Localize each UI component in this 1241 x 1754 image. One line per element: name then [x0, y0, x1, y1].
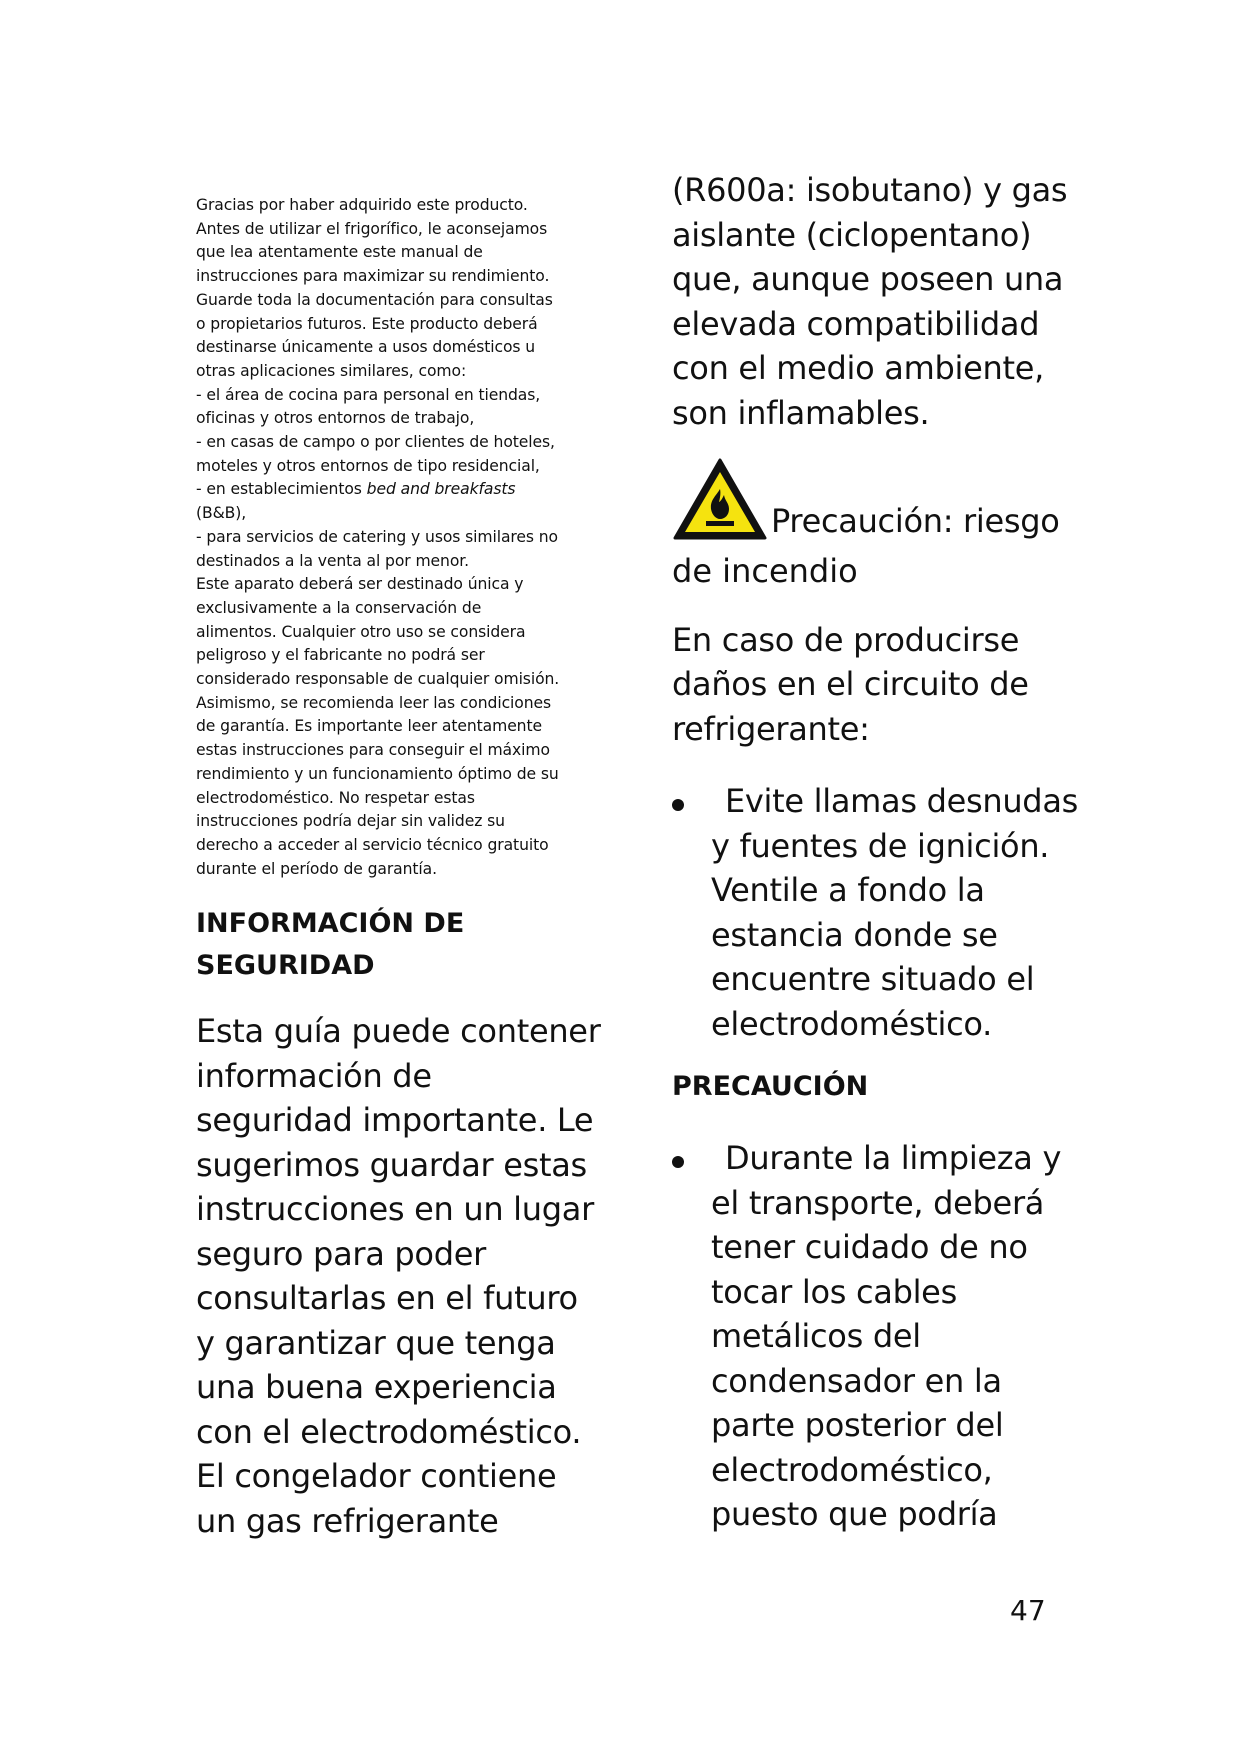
- left-column: [196, 194, 601, 1543]
- intro-line: destinados a la venta al por menor.: [196, 551, 470, 570]
- bullet-line: puesto que podría: [711, 1495, 998, 1533]
- intro-paragraph: [196, 194, 581, 881]
- bullet-line: condensador en la: [711, 1361, 1002, 1400]
- safety-line: con el electrodoméstico.: [196, 1412, 582, 1451]
- continuation-line: que, aunque poseen una: [672, 260, 1064, 298]
- intro-line: instrucciones podría dejar sin validez su: [196, 812, 505, 831]
- bullet-line: metálicos del: [711, 1317, 921, 1355]
- bullet-item: [672, 1136, 1082, 1537]
- bullet-line: Evite llamas desnudas: [725, 782, 1078, 820]
- safety-information-heading: [196, 903, 581, 987]
- bullet-line: y fuentes de ignición.: [711, 826, 1050, 865]
- bed-and-breakfast-line: [196, 478, 581, 502]
- intro-line: durante el período de garantía.: [196, 859, 437, 878]
- intro-line: peligroso y el fabricante no podrá ser: [196, 646, 485, 665]
- damage-line: refrigerante:: [672, 709, 870, 748]
- safety-paragraph: [196, 1009, 601, 1543]
- safety-line: Esta guía puede contener: [196, 1012, 601, 1051]
- refrigerant-damage-paragraph: [672, 618, 1082, 752]
- intro-line: considerado responsable de cualquier omisión.: [196, 670, 560, 689]
- bullet-dot-icon: [672, 1156, 684, 1168]
- safety-line: instrucciones en un lugar: [196, 1190, 594, 1229]
- page-number: 47: [1010, 1594, 1046, 1627]
- caution-heading: PRECAUCIÓN: [672, 1071, 869, 1102]
- continuation-line: aislante (ciclopentano): [672, 215, 1032, 254]
- intro-line: instrucciones para maximizar su rendimiento.: [196, 267, 550, 286]
- right-column: [672, 168, 1082, 1537]
- continuation-line: (R600a: isobutano) y gas: [672, 171, 1068, 209]
- intro-line: exclusivamente a la conservación de: [196, 598, 482, 617]
- intro-line: destinarse únicamente a usos domésticos u: [196, 338, 536, 357]
- damage-line: En caso de producirse: [672, 620, 1020, 659]
- safety-line: y garantizar que tenga: [196, 1323, 556, 1362]
- bullet-line: Ventile a fondo la: [711, 871, 985, 909]
- bb-italic-text: bed and breakfasts: [366, 480, 516, 499]
- intro-line: alimentos. Cualquier otro uso se considera: [196, 622, 526, 641]
- intro-line: rendimiento y un funcionamiento óptimo de su: [196, 764, 559, 783]
- intro-line: moteles y otros entornos de tipo residencial,: [196, 456, 540, 475]
- safety-line: información de: [196, 1056, 432, 1095]
- bullet-line: electrodoméstico.: [711, 1004, 992, 1043]
- bullet-line: estancia donde se: [711, 915, 998, 954]
- continuation-line: elevada compatibilidad: [672, 304, 1040, 343]
- continuation-line: son inflamables.: [672, 393, 930, 432]
- intro-line: o propietarios futuros. Este producto deberá: [196, 314, 538, 333]
- intro-line: Gracias por haber adquirido este producto.: [196, 196, 528, 214]
- intro-line: Este aparato deberá ser destinado única y: [196, 575, 524, 594]
- intro-line: - para servicios de catering y usos similares no: [196, 527, 558, 546]
- safety-line: consultarlas en el futuro: [196, 1279, 578, 1318]
- intro-line: Guarde toda la documentación para consultas: [196, 290, 553, 309]
- safety-line: seguridad importante. Le: [196, 1101, 594, 1140]
- bullet-line: tener cuidado de no: [711, 1228, 1028, 1266]
- intro-line: - el área de cocina para personal en tiendas,: [196, 385, 541, 404]
- intro-line: de garantía. Es importante leer atentamente: [196, 717, 542, 736]
- heading-line: SEGURIDAD: [196, 950, 375, 982]
- continuation-line: con el medio ambiente,: [672, 349, 1044, 387]
- heading-line: INFORMACIÓN DE: [196, 908, 465, 940]
- fire-warning: [672, 457, 1082, 545]
- fire-warning-title: Precaución: riesgo: [771, 502, 1060, 540]
- bb-prefix: - en establecimientos: [196, 480, 367, 499]
- flame-base: [706, 521, 734, 526]
- safety-line: seguro para poder: [196, 1234, 486, 1273]
- fire-warning-title-cont: de incendio: [672, 552, 858, 590]
- bullet-line: parte posterior del: [711, 1406, 1004, 1444]
- flammable-warning-icon: [672, 457, 768, 541]
- bullet-dot-icon: [672, 799, 684, 811]
- bullet-line: tocar los cables: [711, 1272, 957, 1311]
- intro-line: - en casas de campo o por clientes de hoteles,: [196, 433, 555, 452]
- bullet-line: el transporte, deberá: [711, 1183, 1045, 1222]
- safety-line: El congelador contiene: [196, 1457, 557, 1496]
- safety-line: una buena experiencia: [196, 1368, 557, 1407]
- intro-line: (B&B),: [196, 504, 247, 523]
- bullet-line: electrodoméstico,: [711, 1450, 993, 1489]
- intro-line: estas instrucciones para conseguir el máximo: [196, 741, 550, 760]
- bullet-line: Durante la limpieza y: [725, 1139, 1062, 1177]
- refrigerant-continuation: [672, 168, 1082, 435]
- intro-line: Antes de utilizar el frigorífico, le aconsejamos: [196, 219, 548, 238]
- safety-line: sugerimos guardar estas: [196, 1145, 587, 1184]
- intro-line: oficinas y otros entornos de trabajo,: [196, 409, 475, 428]
- damage-line: daños en el circuito de: [672, 665, 1029, 703]
- intro-line: otras aplicaciones similares, como:: [196, 361, 467, 380]
- intro-line: electrodoméstico. No respetar estas: [196, 788, 475, 807]
- safety-line: un gas refrigerante: [196, 1501, 499, 1540]
- intro-line: Asimismo, se recomienda leer las condiciones: [196, 693, 552, 712]
- bullet-item: [672, 779, 1082, 1046]
- bullet-line: encuentre situado el: [711, 960, 1035, 998]
- intro-line: derecho a acceder al servicio técnico gratuito: [196, 835, 549, 854]
- intro-line: que lea atentamente este manual de: [196, 243, 483, 262]
